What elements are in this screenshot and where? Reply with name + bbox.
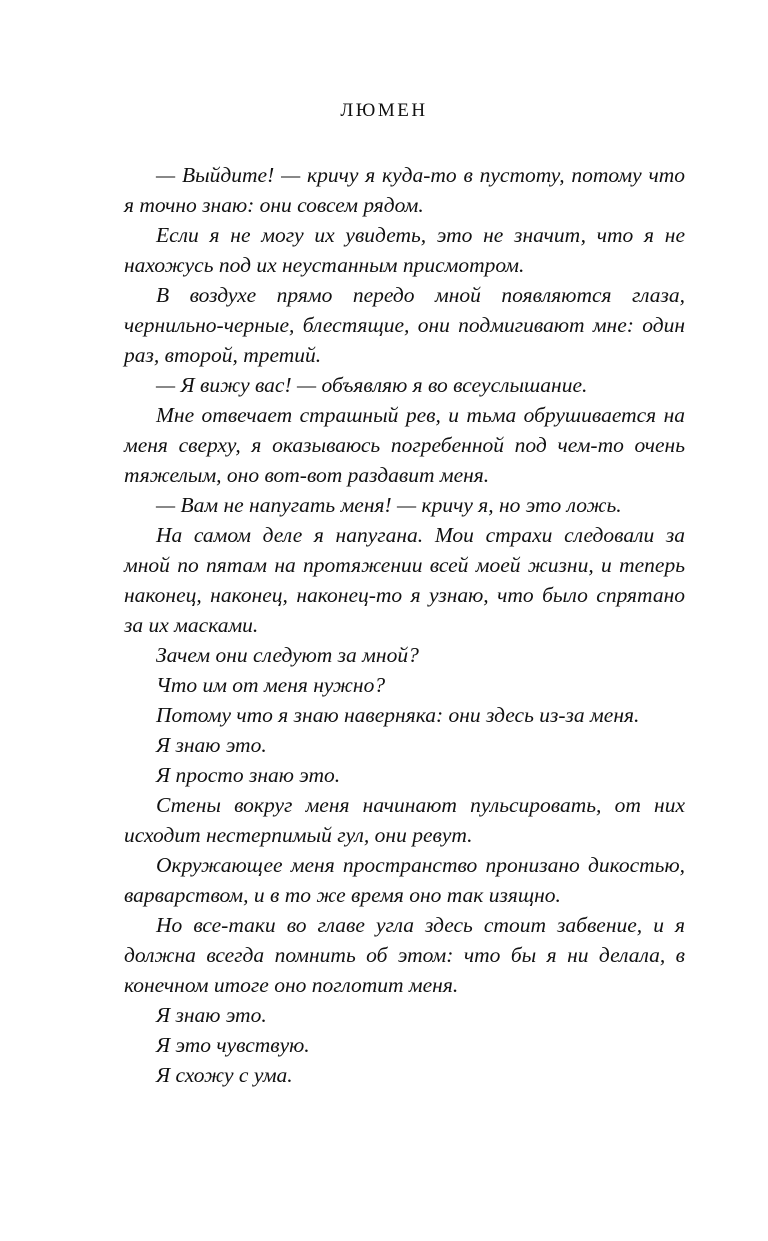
paragraph: В воздухе прямо передо мной появляются глаза, чернильно-черные, блестящие, они подмигивают мне: один раз, второй, третий. bbox=[124, 283, 685, 367]
paragraph: Что им от меня нужно? bbox=[156, 673, 386, 697]
paragraph: — Выйдите! — кричу я куда-то в пустоту, потому что я точно знаю: они совсем рядом. bbox=[124, 163, 685, 217]
paragraph: Окружающее меня пространство пронизано дикостью, варварством, и в то же время оно так изящно. bbox=[124, 853, 685, 907]
running-title: ЛЮМЕН bbox=[340, 100, 428, 121]
paragraph: Если я не могу их увидеть, это не значит, что я не нахожусь под их неустанным присмотром. bbox=[124, 223, 685, 277]
body-text bbox=[124, 160, 685, 1090]
paragraph: Я это чувствую. bbox=[156, 1033, 310, 1057]
paragraph: Но все-таки во главе угла здесь стоит забвение, и я должна всегда помнить об этом: что бы я ни делала, в конечном итоге оно поглотит меня. bbox=[124, 913, 685, 997]
paragraph: — Я вижу вас! — объявляю я во всеуслышание. bbox=[156, 373, 588, 397]
paragraph: Я знаю это. bbox=[156, 733, 267, 757]
paragraph: Мне отвечает страшный рев, и тьма обрушивается на меня сверху, я оказываюсь погребенной под чем-то очень тяжелым, оно вот-вот раздавит меня. bbox=[124, 403, 685, 487]
paragraph: Я схожу с ума. bbox=[156, 1063, 293, 1087]
paragraph: Зачем они следуют за мной? bbox=[156, 643, 419, 667]
paragraph: Я знаю это. bbox=[156, 1003, 267, 1027]
paragraph: Потому что я знаю наверняка: они здесь из-за меня. bbox=[156, 703, 640, 727]
paragraph: На самом деле я напугана. Мои страхи следовали за мной по пятам на протяжении всей моей жизни, и теперь наконец, наконец, наконец-то я узнаю, что было спрятано за их масками. bbox=[124, 523, 685, 637]
paragraph: — Вам не напугать меня! — кричу я, но это ложь. bbox=[156, 493, 622, 517]
paragraph: Стены вокруг меня начинают пульсировать, от них исходит нестерпимый гул, они ревут. bbox=[124, 793, 685, 847]
paragraph: Я просто знаю это. bbox=[156, 763, 341, 787]
